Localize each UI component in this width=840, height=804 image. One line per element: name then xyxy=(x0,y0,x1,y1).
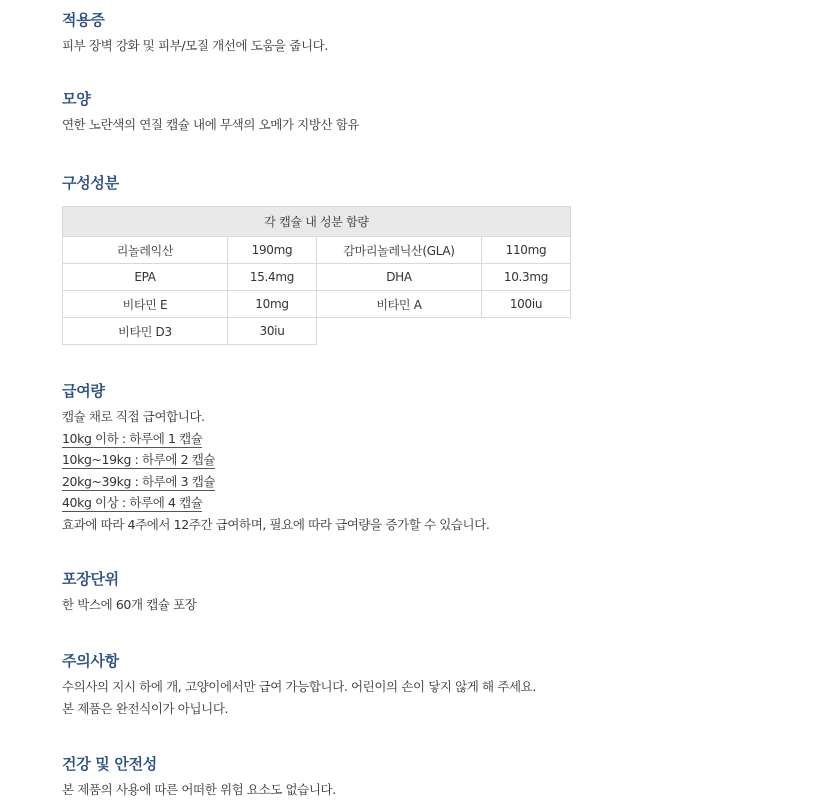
ingredient-amount: 10mg xyxy=(228,291,317,318)
ingredient-amount: 10.3mg xyxy=(482,264,571,291)
dosage-item-text: 40kg 이상 : 하루에 4 캡슐 xyxy=(62,495,203,510)
table-header-row xyxy=(63,207,571,237)
ingredient-amount: 100iu xyxy=(482,291,571,318)
indication-line: 피부 장벽 강화 및 피부/모질 개선에 도움을 줍니다. xyxy=(62,38,328,53)
dosage-item xyxy=(62,428,489,450)
package-text xyxy=(62,594,196,616)
safety-heading: 건강 및 안전성 xyxy=(62,755,157,773)
dosage-intro: 캡슐 채로 직접 급여합니다. xyxy=(62,409,205,424)
ingredient-amount: 190mg xyxy=(228,237,317,264)
caution-line: 수의사의 지시 하에 개, 고양이에서만 급여 가능합니다. 어린이의 손이 닿지 않게 해 주세요. xyxy=(62,679,536,694)
shape-heading: 모양 xyxy=(62,90,91,108)
dosage-item-text: 10kg~19kg : 하루에 2 캡슐 xyxy=(62,452,216,467)
dosage-heading: 급여량 xyxy=(62,382,105,400)
package-line: 한 박스에 60개 캡슐 포장 xyxy=(62,597,197,612)
ingredient-amount: 30iu xyxy=(228,318,317,345)
safety-text xyxy=(62,779,336,801)
empty-cell xyxy=(317,318,482,345)
dosage-item-text: 20kg~39kg : 하루에 3 캡슐 xyxy=(62,473,216,489)
indication-heading: 적용증 xyxy=(62,11,105,29)
ingredient-name: 비타민 E xyxy=(63,291,228,318)
caution-text xyxy=(62,676,536,720)
dosage-text xyxy=(62,406,489,535)
dosage-item-text: 10kg 이하 : 하루에 1 캡슐 xyxy=(62,430,203,446)
ingredient-name: DHA xyxy=(317,264,482,291)
table-header: 각 캡슐 내 성분 함량 xyxy=(63,207,571,237)
table-row xyxy=(63,318,571,345)
table-row xyxy=(63,237,571,264)
ingredient-name: 감마리놀레닉산(GLA) xyxy=(317,237,482,264)
ingredient-name: EPA xyxy=(63,264,228,291)
shape-line: 연한 노란색의 연질 캡슐 내에 무색의 오메가 지방산 함유 xyxy=(62,117,360,132)
ingredient-name: 리놀레익산 xyxy=(63,237,228,264)
ingredient-name: 비타민 D3 xyxy=(63,318,228,345)
table-row xyxy=(63,264,571,291)
empty-cell xyxy=(482,318,571,345)
caution-line: 본 제품은 완전식이가 아닙니다. xyxy=(62,701,229,716)
caution-heading: 주의사항 xyxy=(62,652,119,670)
ingredient-amount: 15.4mg xyxy=(228,264,317,291)
shape-text xyxy=(62,114,359,136)
ingredients-heading: 구성성분 xyxy=(62,174,119,192)
ingredient-name: 비타민 A xyxy=(317,291,482,318)
ingredient-amount: 110mg xyxy=(482,237,571,264)
dosage-item xyxy=(62,449,489,471)
dosage-item xyxy=(62,471,489,493)
table-row xyxy=(63,291,571,318)
indication-text xyxy=(62,35,328,57)
dosage-item xyxy=(62,492,489,514)
dosage-note: 효과에 따라 4주에서 12주간 급여하며, 필요에 따라 급여량을 증가할 수 있습니다. xyxy=(62,516,490,532)
ingredients-table xyxy=(62,206,571,345)
package-heading: 포장단위 xyxy=(62,570,119,588)
safety-line: 본 제품의 사용에 따른 어떠한 위험 요소도 없습니다. xyxy=(62,782,336,797)
